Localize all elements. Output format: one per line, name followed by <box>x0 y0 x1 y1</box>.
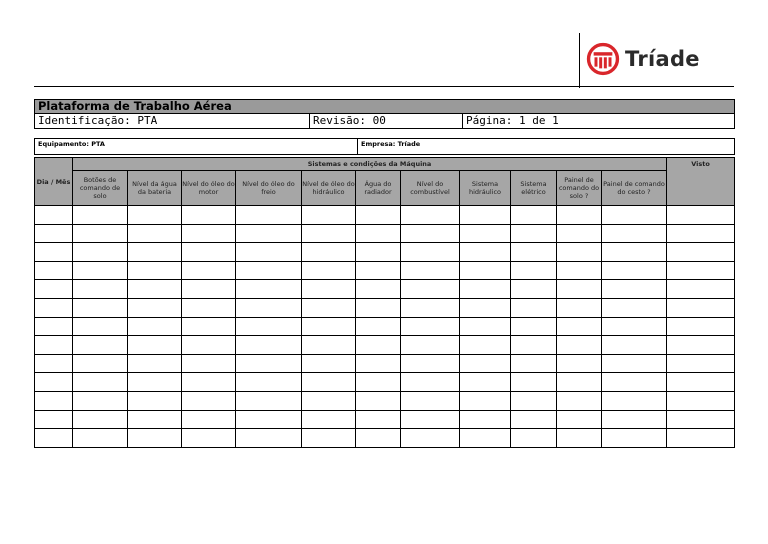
table-cell[interactable] <box>602 391 667 410</box>
table-cell[interactable] <box>460 410 511 429</box>
header-divider-vertical <box>579 33 580 88</box>
table-cell[interactable] <box>236 429 302 448</box>
table-cell[interactable] <box>182 298 236 317</box>
table-cell[interactable] <box>35 206 73 225</box>
table-cell[interactable] <box>236 224 302 243</box>
company-logo <box>586 41 700 77</box>
table-cell[interactable] <box>236 373 302 392</box>
table-cell[interactable] <box>356 410 401 429</box>
column-header: Botões de comando de solo <box>73 171 128 206</box>
table-cell[interactable] <box>356 429 401 448</box>
table-cell[interactable] <box>302 298 356 317</box>
table-cell[interactable] <box>128 336 182 355</box>
table-cell[interactable] <box>73 354 128 373</box>
table-cell[interactable] <box>302 391 356 410</box>
table-cell[interactable] <box>557 354 602 373</box>
table-cell[interactable] <box>401 206 460 225</box>
table-cell[interactable] <box>35 317 73 336</box>
table-cell[interactable] <box>667 373 735 392</box>
table-cell[interactable] <box>302 280 356 299</box>
table-cell[interactable] <box>557 429 602 448</box>
table-cell[interactable] <box>182 429 236 448</box>
table-cell[interactable] <box>511 317 557 336</box>
table-cell[interactable] <box>557 243 602 262</box>
table-cell[interactable] <box>667 280 735 299</box>
table-cell[interactable] <box>667 206 735 225</box>
column-header: Painel de comando do cesto ? <box>602 171 667 206</box>
table-cell[interactable] <box>356 243 401 262</box>
column-header: Sistema hidráulico <box>460 171 511 206</box>
table-cell[interactable] <box>460 391 511 410</box>
table-cell[interactable] <box>667 317 735 336</box>
table-cell[interactable] <box>511 429 557 448</box>
empresa-field: Empresa: Tríade <box>358 139 735 155</box>
table-cell[interactable] <box>73 410 128 429</box>
table-cell[interactable] <box>302 354 356 373</box>
table-cell[interactable] <box>511 354 557 373</box>
table-row <box>35 336 735 355</box>
table-cell[interactable] <box>356 336 401 355</box>
table-cell[interactable] <box>602 280 667 299</box>
table-cell[interactable] <box>128 317 182 336</box>
table-cell[interactable] <box>236 336 302 355</box>
table-cell[interactable] <box>356 298 401 317</box>
table-cell[interactable] <box>356 354 401 373</box>
table-cell[interactable] <box>182 354 236 373</box>
header-divider-horizontal <box>34 86 734 87</box>
table-cell[interactable] <box>557 298 602 317</box>
table-cell[interactable] <box>35 280 73 299</box>
table-cell[interactable] <box>302 317 356 336</box>
table-cell[interactable] <box>557 261 602 280</box>
table-cell[interactable] <box>35 224 73 243</box>
table-cell[interactable] <box>73 317 128 336</box>
table-cell[interactable] <box>401 336 460 355</box>
column-header: Nível do óleo do motor <box>182 171 236 206</box>
pagina-field: Página: 1 de 1 <box>463 114 735 129</box>
table-row <box>35 410 735 429</box>
table-cell[interactable] <box>460 206 511 225</box>
table-cell[interactable] <box>302 243 356 262</box>
table-row <box>35 243 735 262</box>
table-cell[interactable] <box>401 354 460 373</box>
table-row <box>35 317 735 336</box>
table-cell[interactable] <box>236 243 302 262</box>
table-cell[interactable] <box>236 298 302 317</box>
table-cell[interactable] <box>511 206 557 225</box>
revisao-field: Revisão: 00 <box>310 114 463 129</box>
table-cell[interactable] <box>73 261 128 280</box>
table-cell[interactable] <box>401 261 460 280</box>
table-row <box>35 224 735 243</box>
table-cell[interactable] <box>667 261 735 280</box>
table-cell[interactable] <box>182 373 236 392</box>
table-cell[interactable] <box>302 206 356 225</box>
table-cell[interactable] <box>511 243 557 262</box>
table-cell[interactable] <box>302 410 356 429</box>
table-cell[interactable] <box>602 243 667 262</box>
table-cell[interactable] <box>401 243 460 262</box>
table-cell[interactable] <box>602 429 667 448</box>
table-cell[interactable] <box>302 224 356 243</box>
table-row <box>35 373 735 392</box>
table-cell[interactable] <box>460 261 511 280</box>
table-cell[interactable] <box>128 261 182 280</box>
table-cell[interactable] <box>236 354 302 373</box>
table-cell[interactable] <box>557 280 602 299</box>
table-cell[interactable] <box>35 336 73 355</box>
table-cell[interactable] <box>557 373 602 392</box>
column-header: Água do radiador <box>356 171 401 206</box>
table-cell[interactable] <box>602 373 667 392</box>
column-header: Nível de óleo do hidráulico <box>302 171 356 206</box>
table-row <box>35 261 735 280</box>
table-cell[interactable] <box>557 224 602 243</box>
table-cell[interactable] <box>73 373 128 392</box>
table-cell[interactable] <box>302 373 356 392</box>
table-cell[interactable] <box>460 224 511 243</box>
table-cell[interactable] <box>182 206 236 225</box>
table-cell[interactable] <box>356 261 401 280</box>
table-cell[interactable] <box>182 317 236 336</box>
table-cell[interactable] <box>667 243 735 262</box>
table-cell[interactable] <box>460 298 511 317</box>
column-header: Sistema elétrico <box>511 171 557 206</box>
table-cell[interactable] <box>460 429 511 448</box>
table-row <box>35 206 735 225</box>
table-cell[interactable] <box>35 429 73 448</box>
table-cell[interactable] <box>182 280 236 299</box>
table-cell[interactable] <box>128 354 182 373</box>
table-cell[interactable] <box>667 298 735 317</box>
table-cell[interactable] <box>302 261 356 280</box>
table-cell[interactable] <box>236 410 302 429</box>
table-cell[interactable] <box>356 224 401 243</box>
table-cell[interactable] <box>73 298 128 317</box>
table-cell[interactable] <box>667 336 735 355</box>
table-cell[interactable] <box>182 243 236 262</box>
table-cell[interactable] <box>128 280 182 299</box>
table-cell[interactable] <box>73 280 128 299</box>
table-cell[interactable] <box>460 354 511 373</box>
table-cell[interactable] <box>401 280 460 299</box>
table-cell[interactable] <box>511 261 557 280</box>
table-row <box>35 354 735 373</box>
table-cell[interactable] <box>602 410 667 429</box>
table-cell[interactable] <box>667 224 735 243</box>
identificacao-field: Identificação: PTA <box>35 114 310 129</box>
table-cell[interactable] <box>73 224 128 243</box>
column-header: Painel de comando do solo ? <box>557 171 602 206</box>
table-cell[interactable] <box>460 280 511 299</box>
column-header: Nível do óleo do freio <box>236 171 302 206</box>
table-cell[interactable] <box>236 391 302 410</box>
table-cell[interactable] <box>356 317 401 336</box>
table-cell[interactable] <box>182 336 236 355</box>
table-cell[interactable] <box>511 410 557 429</box>
dia-mes-header: Dia / Mês <box>35 158 73 206</box>
table-cell[interactable] <box>128 206 182 225</box>
table-cell[interactable] <box>401 298 460 317</box>
table-cell[interactable] <box>128 373 182 392</box>
logo-text: Tríade <box>625 47 700 71</box>
table-cell[interactable] <box>236 317 302 336</box>
table-cell[interactable] <box>35 261 73 280</box>
table-cell[interactable] <box>73 429 128 448</box>
column-header: Nível da água da bateria <box>128 171 182 206</box>
table-row <box>35 280 735 299</box>
table-cell[interactable] <box>460 336 511 355</box>
table-cell[interactable] <box>667 354 735 373</box>
table-cell[interactable] <box>35 410 73 429</box>
table-cell[interactable] <box>73 336 128 355</box>
form-title: Plataforma de Trabalho Aérea <box>35 100 735 114</box>
table-cell[interactable] <box>602 298 667 317</box>
visto-header: Visto <box>667 158 735 206</box>
table-cell[interactable] <box>667 429 735 448</box>
table-cell[interactable] <box>35 391 73 410</box>
table-cell[interactable] <box>511 224 557 243</box>
table-cell[interactable] <box>602 261 667 280</box>
table-cell[interactable] <box>356 373 401 392</box>
table-cell[interactable] <box>602 206 667 225</box>
info-table <box>34 138 735 155</box>
table-cell[interactable] <box>602 224 667 243</box>
table-cell[interactable] <box>73 206 128 225</box>
form-header-table <box>34 99 735 129</box>
table-cell[interactable] <box>302 336 356 355</box>
table-cell[interactable] <box>182 391 236 410</box>
table-cell[interactable] <box>667 410 735 429</box>
table-row <box>35 298 735 317</box>
table-cell[interactable] <box>460 317 511 336</box>
table-cell[interactable] <box>557 317 602 336</box>
table-cell[interactable] <box>35 298 73 317</box>
table-cell[interactable] <box>356 280 401 299</box>
table-cell[interactable] <box>182 261 236 280</box>
table-cell[interactable] <box>128 298 182 317</box>
table-cell[interactable] <box>511 373 557 392</box>
table-cell[interactable] <box>182 224 236 243</box>
equipamento-field: Equipamento: PTA <box>35 139 358 155</box>
group-header: Sistemas e condições da Máquina <box>73 158 667 171</box>
column-header: Nível do combustível <box>401 171 460 206</box>
table-cell[interactable] <box>128 224 182 243</box>
table-cell[interactable] <box>667 391 735 410</box>
triade-logo-icon <box>586 42 620 76</box>
table-cell[interactable] <box>128 391 182 410</box>
table-cell[interactable] <box>401 410 460 429</box>
table-cell[interactable] <box>401 224 460 243</box>
table-cell[interactable] <box>460 243 511 262</box>
table-cell[interactable] <box>302 429 356 448</box>
table-cell[interactable] <box>35 354 73 373</box>
table-cell[interactable] <box>401 391 460 410</box>
table-cell[interactable] <box>35 373 73 392</box>
table-cell[interactable] <box>557 206 602 225</box>
table-cell[interactable] <box>356 206 401 225</box>
table-cell[interactable] <box>511 391 557 410</box>
table-cell[interactable] <box>35 243 73 262</box>
table-cell[interactable] <box>460 373 511 392</box>
table-cell[interactable] <box>128 429 182 448</box>
table-cell[interactable] <box>511 336 557 355</box>
table-cell[interactable] <box>557 336 602 355</box>
table-cell[interactable] <box>401 317 460 336</box>
table-cell[interactable] <box>557 391 602 410</box>
table-cell[interactable] <box>602 336 667 355</box>
table-cell[interactable] <box>356 391 401 410</box>
table-cell[interactable] <box>511 298 557 317</box>
table-cell[interactable] <box>128 410 182 429</box>
table-cell[interactable] <box>128 243 182 262</box>
table-cell[interactable] <box>236 280 302 299</box>
table-cell[interactable] <box>602 354 667 373</box>
table-cell[interactable] <box>182 410 236 429</box>
table-cell[interactable] <box>401 373 460 392</box>
table-cell[interactable] <box>236 261 302 280</box>
table-cell[interactable] <box>557 410 602 429</box>
table-row <box>35 391 735 410</box>
table-cell[interactable] <box>73 391 128 410</box>
table-cell[interactable] <box>236 206 302 225</box>
checklist-table <box>34 157 735 448</box>
table-cell[interactable] <box>602 317 667 336</box>
table-row <box>35 429 735 448</box>
table-cell[interactable] <box>401 429 460 448</box>
table-cell[interactable] <box>511 280 557 299</box>
table-cell[interactable] <box>73 243 128 262</box>
